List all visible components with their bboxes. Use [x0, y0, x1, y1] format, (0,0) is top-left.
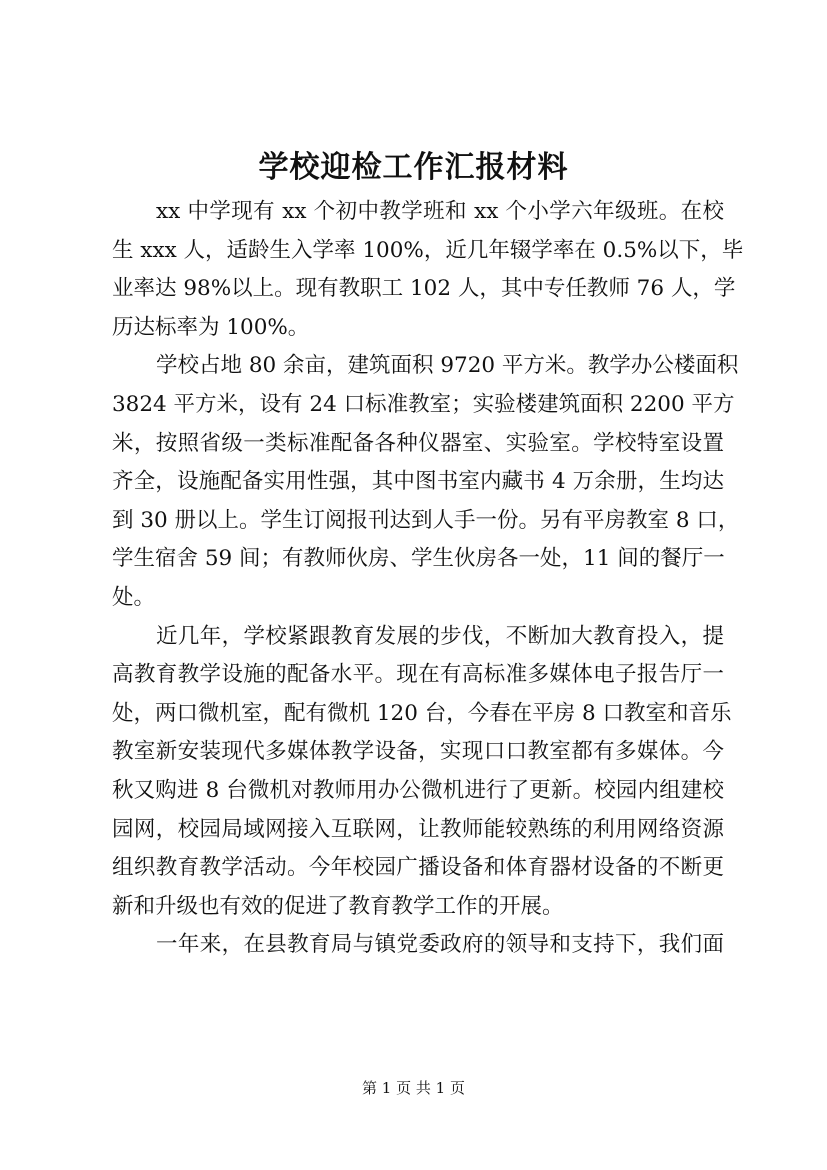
page-footer: 第 1 页 共 1 页	[362, 1079, 465, 1097]
paragraph-line: 到 30 册以上。学生订阅报刊达到人手一份。另有平房教室 8 口，	[112, 507, 740, 533]
paragraph-line: 3824 平方米，设有 24 口标准教室；实验楼建筑面积 2200 平方	[112, 391, 735, 417]
paragraph-line: 处。	[112, 584, 156, 610]
paragraph-line: 新和升级也有效的促进了教育教学工作的开展。	[112, 893, 564, 919]
paragraph-line: 学校占地 80 余亩，建筑面积 9720 平方米。教学办公楼面积	[156, 353, 739, 379]
paragraph-line: 历达标率为 100%。	[112, 314, 310, 340]
paragraph-line: xx 中学现有 xx 个初中教学班和 xx 个小学六年级班。在校	[156, 199, 724, 224]
paragraph-line: 生 xxx 人，适龄生入学率 100%，近几年辍学率在 0.5%以下，毕	[112, 237, 744, 263]
paragraph-1	[112, 193, 744, 347]
paragraph-2	[112, 347, 740, 617]
paragraph-line: 处，两口微机室，配有微机 120 台，今春在平房 8 口教室和音乐	[112, 700, 732, 726]
paragraph-line: 教室新安装现代多媒体教学设备，实现口口教室都有多媒体。今	[112, 739, 724, 765]
paragraph-4	[112, 926, 724, 965]
document-body	[112, 193, 744, 965]
paragraph-line: 一年来，在县教育局与镇党委政府的领导和支持下，我们面	[156, 932, 724, 958]
paragraph-line: 齐全，设施配备实用性强，其中图书室内藏书 4 万余册，生均达	[112, 469, 724, 495]
paragraph-line: 近几年，学校紧跟教育发展的步伐，不断加大教育投入，提	[156, 623, 724, 649]
paragraph-3	[112, 618, 732, 927]
paragraph-line: 米，按照省级一类标准配备各种仪器室、实验室。学校特室设置	[112, 430, 724, 456]
paragraph-line: 高教育教学设施的配备水平。现在有高标准多媒体电子报告厅一	[112, 662, 724, 688]
paragraph-line: 秋又购进 8 台微机对教师用办公微机进行了更新。校园内组建校	[112, 777, 724, 803]
document-title: 学校迎检工作汇报材料	[258, 150, 569, 185]
paragraph-line: 园网，校园局域网接入互联网，让教师能较熟练的利用网络资源	[112, 816, 724, 842]
paragraph-line: 业率达 98%以上。现有教职工 102 人，其中专任教师 76 人，学	[112, 276, 736, 302]
paragraph-line: 学生宿舍 59 间；有教师伙房、学生伙房各一处，11 间的餐厅一	[112, 546, 725, 572]
paragraph-line: 组织教育教学活动。今年校园广播设备和体育器材设备的不断更	[112, 855, 724, 881]
